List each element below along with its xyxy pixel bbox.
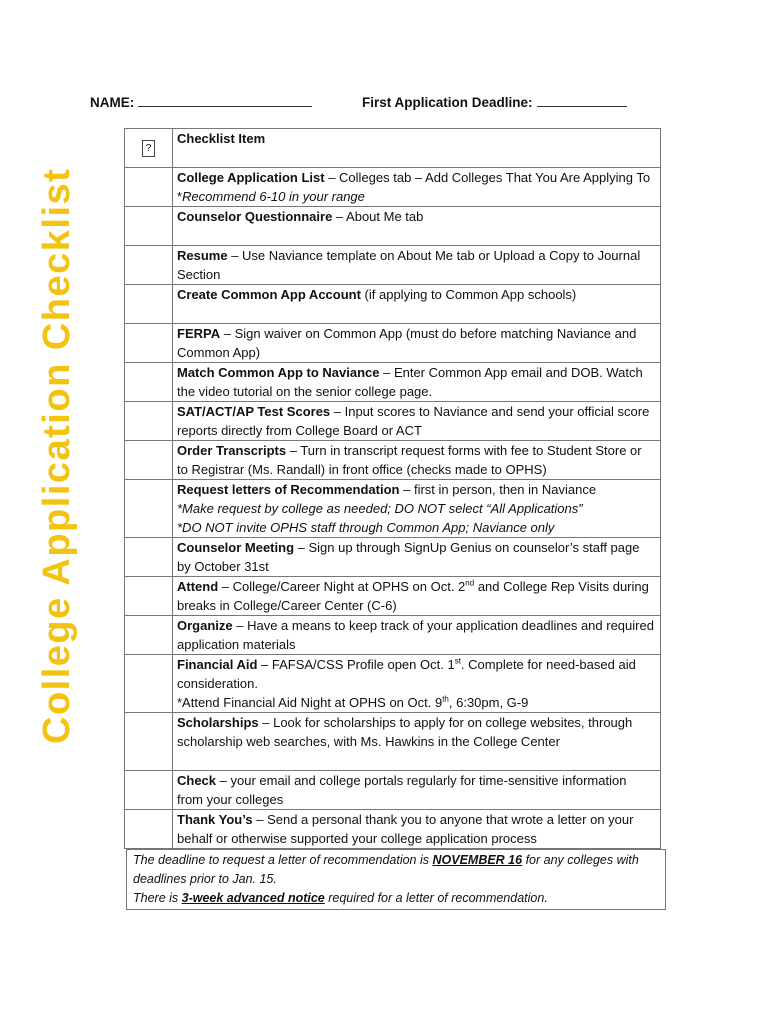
item-text: – your email and college portals regularly for time-sensitive information from your colleges: [177, 773, 627, 807]
table-row: [125, 616, 661, 655]
checklist-item: [173, 246, 661, 285]
table-row: [125, 480, 661, 538]
table-row: [125, 810, 661, 849]
item-bold: Create Common App Account: [177, 287, 361, 302]
table-row: [125, 538, 661, 577]
item-text: – Input scores to Naviance and send your official score reports directly from College Board or ACT: [177, 404, 650, 438]
item-text: – Look for scholarships to apply for on college websites, through scholarship web searches, with Ms. Hawkins in the College Center: [177, 715, 633, 749]
item-sup2: th: [442, 694, 449, 704]
checklist-item: [173, 363, 661, 402]
checklist-item: [173, 285, 661, 324]
row-checkbox-cell[interactable]: [125, 441, 173, 480]
item-bold: Financial Aid: [177, 657, 258, 672]
item-text: – About Me tab: [332, 209, 424, 224]
checklist-item: [173, 441, 661, 480]
item-bold: College Application List: [177, 170, 325, 185]
table-row: [125, 655, 661, 713]
item-bold: Match Common App to Naviance: [177, 365, 380, 380]
item-text: – Colleges tab – Add Colleges That You Are Applying To *: [177, 170, 651, 204]
checklist-item: [173, 810, 661, 849]
item-text: – Use Naviance template on About Me tab or Upload a Copy to Journal Section: [177, 248, 641, 282]
item-italic: Recommend 6-10 in your range: [182, 189, 365, 204]
checklist-item: [173, 655, 661, 713]
note-text: for any colleges with deadlines prior to Jan. 15.: [133, 853, 639, 886]
item-bold: Counselor Questionnaire: [177, 209, 333, 224]
row-checkbox-cell[interactable]: [125, 168, 173, 207]
table-row: [125, 771, 661, 810]
note-text: There is: [133, 891, 182, 905]
item-sup: st: [454, 656, 461, 666]
table-row: [125, 402, 661, 441]
row-checkbox-cell[interactable]: [125, 538, 173, 577]
table-row: [125, 207, 661, 246]
item-italic2: *DO NOT invite OPHS staff through Common App; Naviance only: [177, 520, 555, 535]
table-row: [125, 246, 661, 285]
item-bold: Scholarships: [177, 715, 259, 730]
item-sup: nd: [465, 578, 475, 588]
checklist-item: [173, 538, 661, 577]
item-text: – Sign up through SignUp Genius on counselor’s staff page by October 31st: [177, 540, 640, 574]
checklist-item: [173, 480, 661, 538]
table-row: [125, 363, 661, 402]
item-text: – Enter Common App email and DOB. Watch the video tutorial on the senior college page.: [177, 365, 643, 399]
row-checkbox-cell[interactable]: [125, 207, 173, 246]
checklist-item: [173, 168, 661, 207]
item-bold: Check: [177, 773, 217, 788]
row-checkbox-cell[interactable]: [125, 480, 173, 538]
checklist-item: [173, 207, 661, 246]
note-text: The deadline to request a letter of recommendation is: [133, 853, 433, 867]
table-row: [125, 285, 661, 324]
checkbox-placeholder-icon: ?: [142, 140, 155, 157]
row-checkbox-cell[interactable]: [125, 363, 173, 402]
checklist-item: [173, 713, 661, 771]
row-checkbox-cell[interactable]: [125, 713, 173, 771]
row-checkbox-cell[interactable]: [125, 616, 173, 655]
table-header-row: [125, 129, 661, 168]
item-text: – first in person, then in Naviance: [399, 482, 597, 497]
row-checkbox-cell[interactable]: [125, 402, 173, 441]
item-bold: FERPA: [177, 326, 221, 341]
note-notice: 3-week advanced notice: [181, 891, 325, 905]
row-checkbox-cell[interactable]: [125, 655, 173, 713]
table-row: [125, 168, 661, 207]
item-text: (if applying to Common App schools): [360, 287, 577, 302]
item-bold: Request letters of Recommendation: [177, 482, 400, 497]
item-bold: Attend: [177, 579, 219, 594]
checklist-item: [173, 771, 661, 810]
table-row: [125, 324, 661, 363]
name-blank[interactable]: [138, 94, 312, 107]
note-text: required for a letter of recommendation.: [324, 891, 548, 905]
deadline-field: [362, 94, 627, 110]
row-checkbox-cell[interactable]: [125, 810, 173, 849]
row-checkbox-cell[interactable]: [125, 771, 173, 810]
item-bold: Thank You’s: [177, 812, 253, 827]
item-text: – Turn in transcript request forms with fee to Student Store or to Registrar (Ms. Randall) in front office (checks made to OPHS): [177, 443, 642, 477]
item-italic: *Make request by college as needed; DO NOT select “All Applications”: [177, 501, 583, 516]
name-field: [90, 94, 312, 110]
table-row: [125, 577, 661, 616]
checklist-item: [173, 402, 661, 441]
checklist-item: [173, 616, 661, 655]
item-text: – Send a personal thank you to anyone that wrote a letter on your behalf or otherwise supported your college application process: [177, 812, 634, 846]
item-text2: and College Rep Visits during breaks in College/Career Center (C-6): [177, 579, 649, 613]
item-line2: *Attend Financial Aid Night at OPHS on Oct. 9: [177, 695, 443, 710]
item-text: – FAFSA/CSS Profile open Oct. 1: [257, 657, 455, 672]
checklist-item: [173, 577, 661, 616]
item-bold: Counselor Meeting: [177, 540, 295, 555]
item-text2: . Complete for need-based aid consideration.: [177, 657, 636, 691]
item-bold: Organize: [177, 618, 233, 633]
item-text: – Sign waiver on Common App (must do before matching Naviance and Common App): [177, 326, 637, 360]
table-row: [125, 441, 661, 480]
row-checkbox-cell[interactable]: [125, 246, 173, 285]
note-date: NOVEMBER 16: [432, 853, 523, 867]
name-label: NAME:: [90, 95, 135, 110]
row-checkbox-cell[interactable]: [125, 324, 173, 363]
checklist-item: [173, 324, 661, 363]
column-header: Checklist Item: [173, 129, 661, 168]
checklist-table: [124, 128, 661, 849]
item-bold: Order Transcripts: [177, 443, 287, 458]
deadline-blank[interactable]: [537, 94, 627, 107]
deadline-label: First Application Deadline:: [362, 95, 533, 110]
item-bold: SAT/ACT/AP Test Scores: [177, 404, 331, 419]
item-line2b: , 6:30pm, G-9: [448, 695, 529, 710]
sidebar-title: College Application Checklist: [36, 167, 78, 744]
deadline-note: [126, 849, 666, 910]
table-row: [125, 713, 661, 771]
item-text: – College/Career Night at OPHS on Oct. 2: [218, 579, 466, 594]
item-text: – Have a means to keep track of your application deadlines and required application materials: [177, 618, 654, 652]
row-checkbox-cell[interactable]: [125, 577, 173, 616]
checkbox-header-cell: [125, 129, 173, 168]
row-checkbox-cell[interactable]: [125, 285, 173, 324]
item-bold: Resume: [177, 248, 228, 263]
